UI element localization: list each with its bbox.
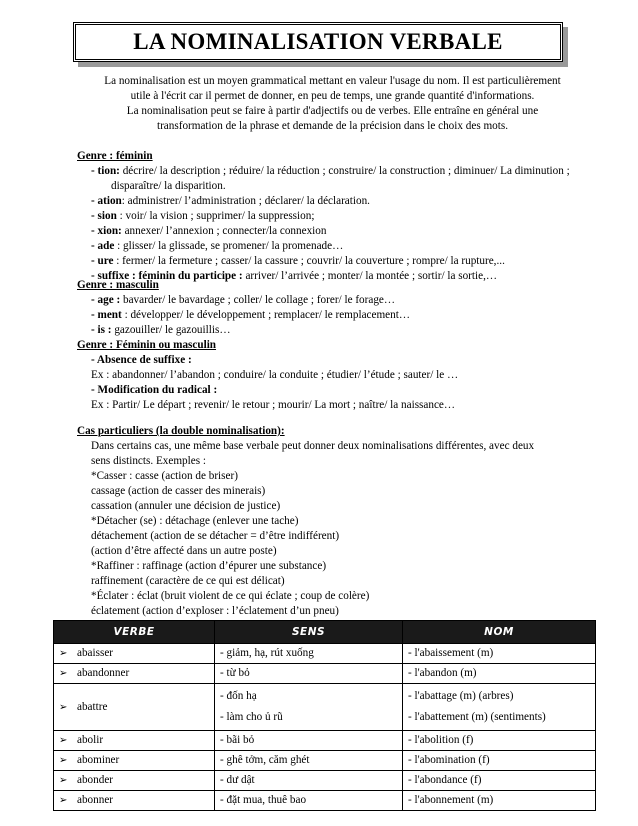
text-line: cassation (annuler une décision de justice) bbox=[91, 500, 281, 512]
cell-verbe bbox=[54, 771, 215, 791]
rule-label bbox=[77, 353, 458, 368]
arrow-bullet-icon: ➢ bbox=[59, 755, 68, 766]
nom-line: - l'abattage (m) (arbres) bbox=[408, 690, 514, 702]
verbe-text: abolir bbox=[77, 734, 104, 746]
cell-sens: - đặt mua, thuê bao bbox=[215, 791, 403, 811]
sens-line: - đốn hạ bbox=[220, 690, 257, 702]
examples: décrire/ la description ; réduire/ la réduction ; construire/ la construction ; diminuer/ La diminution ; disparaître/ la disparition. bbox=[111, 165, 570, 192]
text-line: *Raffiner : raffinage (action d’épurer une substance) bbox=[91, 560, 327, 572]
examples: gazouiller/ le gazouillis… bbox=[111, 324, 231, 336]
verbe-text: abominer bbox=[77, 754, 120, 766]
column-header-verbe: VERBE bbox=[54, 621, 215, 644]
examples: arriver/ l’arrivée ; monter/ la montée ; sortir/ la sortie,… bbox=[242, 270, 498, 282]
examples: : développer/ le développement ; remplacer/ le remplacement… bbox=[121, 309, 411, 321]
rule-label bbox=[77, 383, 458, 398]
rule-line bbox=[77, 293, 410, 308]
suffix: - age : bbox=[91, 294, 121, 306]
arrow-bullet-icon: ➢ bbox=[59, 735, 68, 746]
table-row bbox=[54, 664, 596, 684]
suffix: - sion bbox=[91, 210, 117, 222]
table-row bbox=[54, 684, 596, 731]
cell-verbe bbox=[54, 644, 215, 664]
rule-line bbox=[77, 164, 607, 194]
cell-nom: - l'abomination (f) bbox=[403, 751, 596, 771]
text-line: *Casser : casse (action de briser) bbox=[91, 470, 238, 482]
section-heading: Genre : féminin bbox=[77, 150, 153, 162]
intro-line: transformation de la phrase et demande de la précision dans le choix des mots. bbox=[156, 120, 509, 132]
cell-nom bbox=[403, 684, 596, 731]
rule-line bbox=[77, 224, 607, 239]
rule-example: Ex : abandonner/ l’abandon ; conduire/ la conduite ; étudier/ l’étude ; sauter/ le … bbox=[91, 369, 459, 381]
suffix: - ment bbox=[91, 309, 122, 321]
table-row bbox=[54, 751, 596, 771]
suffix: - xion: bbox=[91, 225, 122, 237]
section-heading: Genre : masculin bbox=[77, 279, 159, 291]
suffix: - tion: bbox=[91, 165, 120, 177]
verbe-text: abaisser bbox=[77, 647, 114, 659]
arrow-bullet-icon: ➢ bbox=[59, 775, 68, 786]
cell-sens: - bãi bỏ bbox=[215, 731, 403, 751]
arrow-bullet-icon: ➢ bbox=[59, 668, 68, 679]
cell-nom: - l'abonnement (m) bbox=[403, 791, 596, 811]
intro-line: La nominalisation peut se faire à partir d'adjectifs ou de verbes. Elle entraîne en général une bbox=[126, 105, 539, 117]
title-frame bbox=[73, 22, 563, 62]
section-heading: Genre : Féminin ou masculin bbox=[77, 339, 217, 351]
column-header-nom: NOM bbox=[403, 621, 596, 644]
examples: : glisser/ la glissade, se promener/ la promenade… bbox=[114, 240, 344, 252]
title-box bbox=[73, 22, 563, 62]
examples: annexer/ l’annexion ; connecter/la connexion bbox=[121, 225, 327, 237]
cell-verbe bbox=[54, 684, 215, 731]
text-line: *Détacher (se) : détachage (enlever une tache) bbox=[91, 515, 299, 527]
nom-line: - l'abattement (m) (sentiments) bbox=[408, 711, 546, 723]
arrow-bullet-icon: ➢ bbox=[59, 648, 68, 659]
text-line: (action d’être affecté dans un autre poste) bbox=[91, 545, 277, 557]
examples: : voir/ la vision ; supprimer/ la suppression; bbox=[116, 210, 315, 222]
examples: : administrer/ l’administration ; déclarer/ la déclaration. bbox=[121, 195, 370, 207]
suffix: - is : bbox=[91, 324, 112, 336]
text-line: détachement (action de se détacher = d’être indifférent) bbox=[91, 530, 340, 542]
intro-line: La nominalisation est un moyen grammatical mettant en valeur l'usage du nom. Il est particulièrement bbox=[104, 75, 561, 87]
cell-verbe bbox=[54, 751, 215, 771]
suffix: - ation bbox=[91, 195, 122, 207]
section-masculin bbox=[77, 278, 410, 338]
rule-line bbox=[77, 239, 607, 254]
cell-verbe bbox=[54, 731, 215, 751]
cell-nom: - l'abolition (f) bbox=[403, 731, 596, 751]
table-row bbox=[54, 771, 596, 791]
section-feminin-masculin bbox=[77, 338, 458, 413]
cell-nom: - l'abandon (m) bbox=[403, 664, 596, 684]
table-row bbox=[54, 731, 596, 751]
cell-sens bbox=[215, 684, 403, 731]
cell-sens: - giảm, hạ, rút xuống bbox=[215, 644, 403, 664]
vocabulary-table bbox=[53, 620, 596, 811]
cell-verbe bbox=[54, 664, 215, 684]
section-feminin bbox=[77, 149, 607, 284]
text-line: Dans certains cas, une même base verbale peut donner deux nominalisations différentes, avec deux bbox=[91, 440, 535, 452]
sens-line: - làm cho ủ rũ bbox=[220, 711, 283, 723]
suffix: - ure bbox=[91, 255, 114, 267]
suffix: - suffixe : féminin du participe : bbox=[91, 270, 243, 282]
rule-line bbox=[77, 254, 607, 269]
section-heading: Cas particuliers (la double nominalisation): bbox=[77, 425, 285, 437]
table-row bbox=[54, 791, 596, 811]
rule-line bbox=[77, 323, 410, 338]
page-title: LA NOMINALISATION VERBALE bbox=[133, 29, 503, 54]
verbe-text: abonder bbox=[77, 774, 114, 786]
column-header-sens: SENS bbox=[215, 621, 403, 644]
rule-title: - Modification du radical : bbox=[91, 384, 218, 396]
arrow-bullet-icon: ➢ bbox=[59, 701, 68, 713]
suffix: - ade bbox=[91, 240, 115, 252]
rule-line bbox=[77, 194, 607, 209]
rule-title: - Absence de suffixe : bbox=[91, 354, 192, 366]
cell-sens: - dư dật bbox=[215, 771, 403, 791]
cell-nom: - l'abondance (f) bbox=[403, 771, 596, 791]
examples: bavarder/ le bavardage ; coller/ le collage ; forer/ le forage… bbox=[120, 294, 396, 306]
section-cas-particuliers bbox=[77, 424, 534, 619]
text-line: *Éclater : éclat (bruit violent de ce qui éclate ; coup de colère) bbox=[91, 590, 370, 602]
intro-paragraph bbox=[60, 74, 605, 134]
text-line: cassage (action de casser des minerais) bbox=[91, 485, 266, 497]
text-line: éclatement (action d’exploser : l’éclatement d’un pneu) bbox=[91, 605, 339, 617]
verbe-text: abonner bbox=[77, 794, 114, 806]
rule-example: Ex : Partir/ Le départ ; revenir/ le retour ; mourir/ La mort ; naître/ la naissance… bbox=[91, 399, 456, 411]
text-line: sens distincts. Exemples : bbox=[91, 455, 206, 467]
cell-sens: - từ bỏ bbox=[215, 664, 403, 684]
intro-line: utile à l'écrit car il permet de donner, en peu de temps, une grande quantité d'informations. bbox=[130, 90, 535, 102]
rule-line bbox=[77, 308, 410, 323]
cell-sens: - ghê tởm, căm ghét bbox=[215, 751, 403, 771]
cell-verbe bbox=[54, 791, 215, 811]
cell-nom: - l'abaissement (m) bbox=[403, 644, 596, 664]
rule-line bbox=[77, 209, 607, 224]
table-header-row bbox=[54, 621, 596, 644]
text-line: raffinement (caractère de ce qui est délicat) bbox=[91, 575, 285, 587]
verbe-text: abattre bbox=[77, 700, 108, 713]
arrow-bullet-icon: ➢ bbox=[59, 795, 68, 806]
table-row bbox=[54, 644, 596, 664]
verbe-text: abandonner bbox=[77, 667, 130, 679]
examples: : fermer/ la fermeture ; casser/ la cassure ; couvrir/ la couverture ; rompre/ la rupture,... bbox=[113, 255, 505, 267]
